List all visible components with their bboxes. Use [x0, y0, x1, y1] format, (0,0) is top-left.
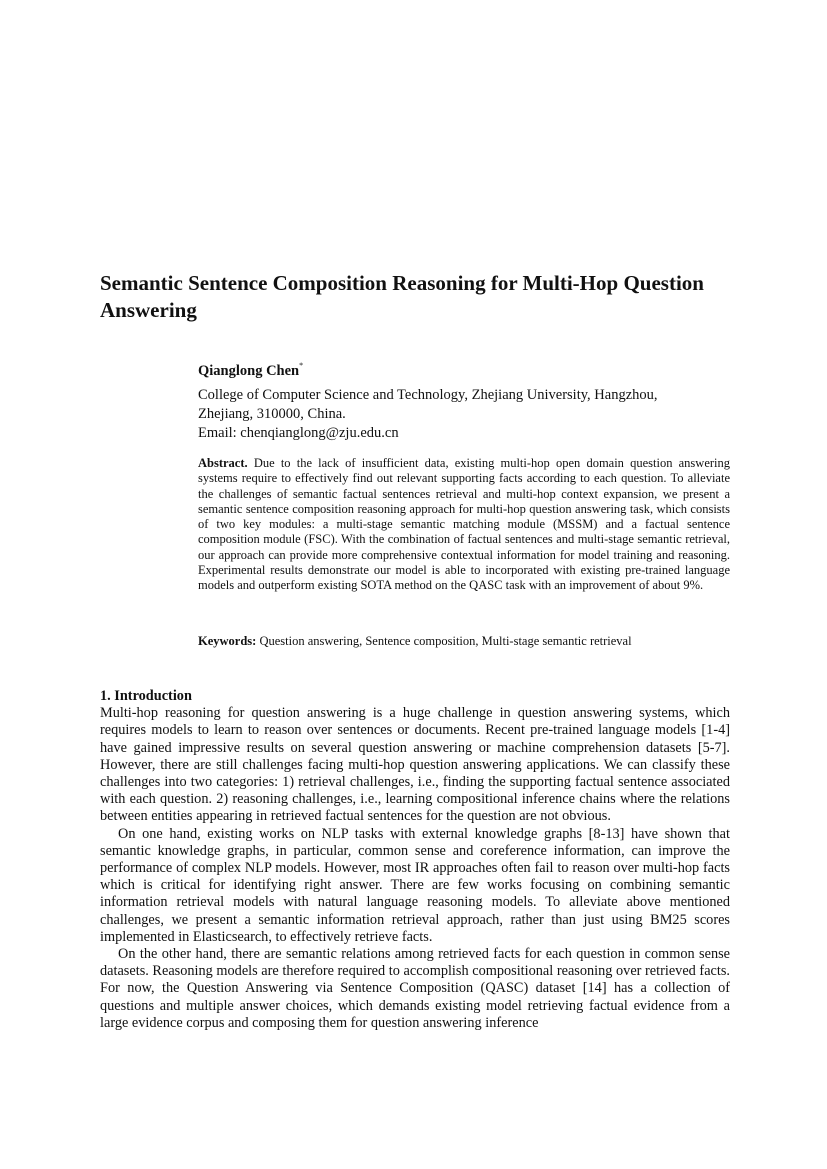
introduction-section [100, 688, 730, 1032]
author-name-line [198, 362, 718, 381]
author-name: Qianglong Chen [198, 363, 300, 379]
section-heading: 1. Introduction [100, 688, 192, 704]
abstract-label: Abstract. [198, 456, 248, 470]
author-block [198, 362, 718, 443]
author-email: Email: chenqianglong@zju.edu.cn [198, 425, 399, 441]
corresponding-author-marker: * [299, 361, 304, 370]
keywords-label: Keywords: [198, 634, 257, 648]
paragraph: On one hand, existing works on NLP tasks with external knowledge graphs [8-13] have shown that semantic knowledge graphs, in particular, common sense and coreference information, can improve the performance of complex NLP models. However, most IR approaches often fail to reason over multi-hop facts which is critical for identifying right answer. There are few works focusing on combining semantic information retrieval models with natural language reasoning models. To alleviate above mentioned challenges, we present a semantic information retrieval approach, rather than just using BM25 scores implemented in Elasticsearch, to effectively retrieve facts. [100, 825, 730, 945]
affiliation-line-1: College of Computer Science and Technology, Zhejiang University, Hangzhou, [198, 387, 658, 403]
paper-title: Semantic Sentence Composition Reasoning for Multi-Hop Question Answering [100, 271, 704, 322]
abstract [198, 456, 730, 594]
affiliation-line-2: Zhejiang, 310000, China. [198, 406, 346, 422]
keywords-text: Question answering, Sentence composition, Multi-stage semantic retrieval [259, 634, 632, 648]
abstract-text: Due to the lack of insufficient data, existing multi-hop open domain question answering systems require to effectively find out relevant supporting facts according to each question. To alleviate the challenges of semantic factual sentences retrieval and multi-hop context expansion, we present a semantic sentence composition reasoning approach for multi-hop question answering task, which consists of two key modules: a multi-stage semantic matching module (MSSM) and a factual sentence composition module (FSC). With the combination of factual sentences and multi-stage semantic retrieval, our approach can provide more comprehensive contextual information for model training and reasoning. Experimental results demonstrate our model is able to incorporated with existing pre-trained language models and outperform existing SOTA method on the QASC task with an improvement of about 9%. [198, 456, 731, 593]
keywords [198, 634, 738, 649]
paragraph: Multi-hop reasoning for question answering is a huge challenge in question answering systems, which requires models to learn to reason over sentences or documents. Recent pre-trained language models [1-4] have gained impressive results on several question answering or machine comprehension datasets [5-7]. However, there are still challenges facing multi-hop question answering applications. We can classify these challenges into two categories: 1) retrieval challenges, i.e., finding the supporting factual sentence associated with each question. 2) reasoning challenges, i.e., learning compositional inference chains where the relations between entities appearing in retrieved factual sentences for the question are not obvious. [100, 705, 730, 825]
paragraph: On the other hand, there are semantic relations among retrieved facts for each question in common sense datasets. Reasoning models are therefore required to accomplish compositional reasoning over retrieved facts. For now, the Question Answering via Sentence Composition (QASC) dataset [14] has a collection of questions and multiple answer choices, which demands existing model retrieving factual evidence from a large evidence corpus and composing them for question answering inference [100, 946, 730, 1031]
